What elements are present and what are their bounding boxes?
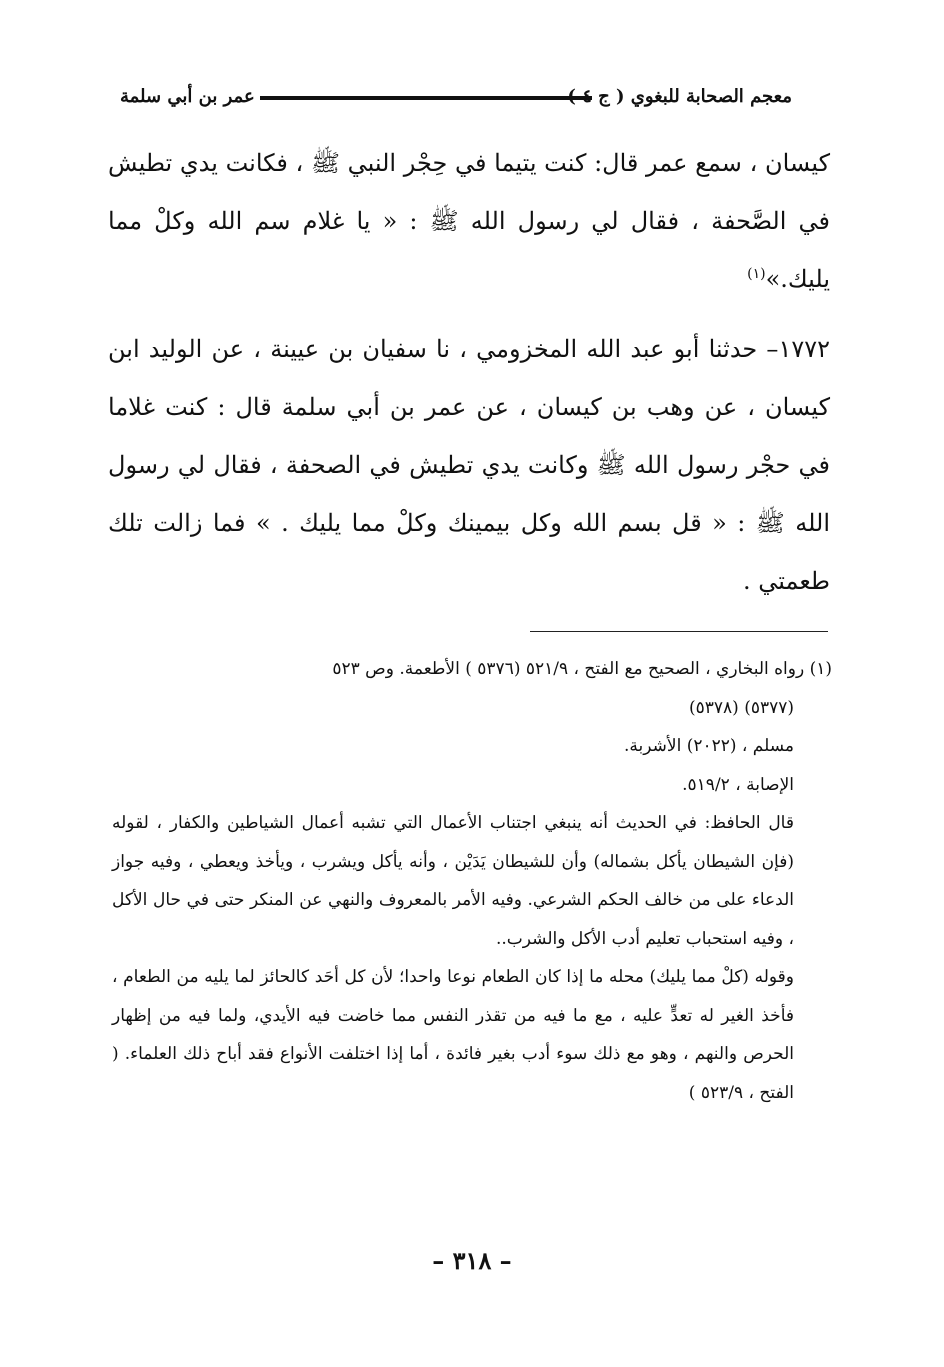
hadith-paragraph: ١٧٧٢– حدثنا أبو عبد الله المخزومي ، نا سفيان بن عيينة ، عن الوليد ابن كيسان ، عن وهب بن كيسان ، عن عمر بن أبي سلمة قال : كنت غلاما في حجْر رسول الله ﷺ وكانت يدي تطيش في الصحفة ، فقال لي رسول الله ﷺ : « قل بسم الله وكل بيمينك وكلْ مما يليك . » فما زالت تلك طعمتي . bbox=[108, 335, 830, 595]
footnote-line: الإصابة ، ٥١٩/٢. bbox=[682, 774, 794, 795]
hadith-paragraph bbox=[108, 134, 830, 308]
footnote-line: (١) رواه البخاري ، الصحيح مع الفتح ، ٥٢١/٩ (٥٣٧٦ ) الأطعمة. وص ٥٢٣ bbox=[332, 659, 832, 679]
footnote-commentary: قال الحافظ: في الحديث أنه ينبغي اجتناب الأعمال التي تشبه أعمال الشياطين والكفار ، لقوله (فإن الشيطان يأكل بشماله) وأن للشيطان يَدَيْن ، وأنه يأكل ويشرب ، ويأخذ ويعطي ، وفيه جواز الدعاء على من خالف الحكم الشرعي. وفيه الأمر بالمعروف والنهي عن المنكر حتى في حال الأكل ، وفيه استحباب تعليم أدب الأكل والشرب.. bbox=[112, 813, 794, 949]
footnote-marker: (١) bbox=[747, 266, 766, 282]
running-header bbox=[120, 84, 792, 112]
footnotes bbox=[112, 650, 832, 1112]
section-title: عمر بن أبي سلمة bbox=[120, 86, 255, 107]
header-rule bbox=[260, 96, 592, 100]
main-text bbox=[108, 134, 830, 610]
page-number: – ٣١٨ – bbox=[432, 1246, 512, 1275]
book-title: معجم الصحابة للبغوي ( ج bbox=[598, 86, 792, 107]
footnote-line: مسلم ، (٢٠٢٢) الأشربة. bbox=[624, 736, 794, 756]
hadith-text: كيسان ، سمع عمر قال: كنت يتيما في حِجْر النبي ﷺ ، فكانت يدي تطيش في الصَّحفة ، فقال لي رسول الله ﷺ : « يا غلام سم الله وكلْ مما يليك.» bbox=[108, 149, 830, 293]
footnote-separator bbox=[530, 631, 828, 632]
footnote-commentary: وقوله (كلْ مما يليك) محله ما إذا كان الطعام نوعا واحدا؛ لأن كل أحَد كالحائز لما يليه من الطعام ، فأخذ الغير له تعدٍّ عليه ، مع ما فيه من تقذر النفس مما خاضت فيه الأيدي، ولما فيه من إظهار الحرص والنهم ، وهو مع ذلك سوء أدب بغير فائدة ، أما إذا اختلفت الأنواع فقد أباح ذلك العلماء. ( الفتح ، ٥٢٣/٩ ) bbox=[112, 967, 794, 1103]
footnote-line: (٥٣٧٧) (٥٣٧٨) bbox=[688, 697, 794, 718]
